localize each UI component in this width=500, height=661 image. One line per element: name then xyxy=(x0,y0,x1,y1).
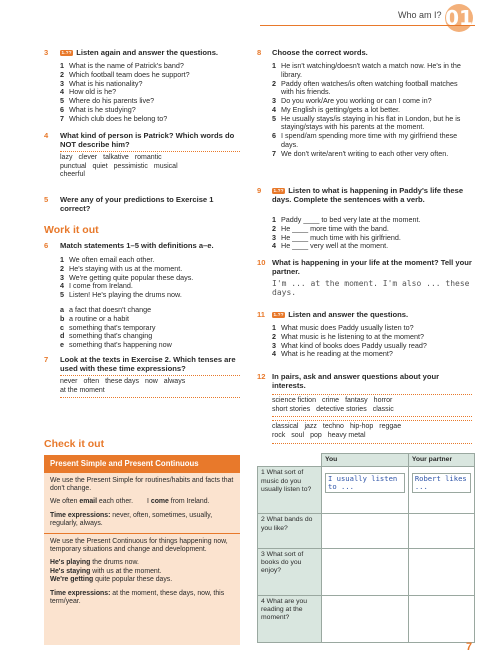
table-cell-you[interactable] xyxy=(322,467,409,514)
statement-item-number: 3 xyxy=(60,272,64,282)
cd-icon: 1.?? xyxy=(273,312,284,318)
list-item-number: 3 xyxy=(272,232,276,242)
list-item-text: We don't write/aren't writing to each other very often. xyxy=(281,148,449,158)
table-cell-partner[interactable] xyxy=(408,514,474,548)
word: science fiction xyxy=(272,397,316,404)
statement-item xyxy=(60,291,245,300)
list-item-number: 4 xyxy=(272,349,276,359)
list-item xyxy=(272,62,467,80)
dotted-divider xyxy=(272,443,472,444)
exercise-9-list xyxy=(272,216,467,251)
handwritten-example: I'm ... at the moment. I'm also ... these days. xyxy=(272,279,470,297)
word: classic xyxy=(372,405,394,413)
word: punctual xyxy=(60,162,87,170)
exercise-8-instruction: Choose the correct words. xyxy=(272,48,368,57)
exercise-4-number: 4 xyxy=(44,131,49,140)
list-item-text: How old is he? xyxy=(69,87,117,97)
list-item-number: 4 xyxy=(272,241,276,251)
definition-item-number: c xyxy=(60,322,64,332)
list-item-number: 3 xyxy=(272,340,276,350)
grammar-examples-continuous: He's playing the drums now. He's staying with us at the moment. We're getting quite popular these days. xyxy=(50,559,173,584)
list-item xyxy=(272,132,467,150)
statement-item-number: 2 xyxy=(60,263,64,273)
list-item-number: 2 xyxy=(60,69,64,79)
word: pop xyxy=(310,431,322,439)
list-item-text: Paddy often watches/is often watching football matches with his friends. xyxy=(281,78,458,97)
dotted-divider xyxy=(60,375,240,376)
exercise-7-wordbox xyxy=(60,378,245,395)
check-it-out-heading: Check it out xyxy=(44,438,105,450)
time-expressions-simple: Time expressions: never, often, sometimes, usually, regularly, always. xyxy=(50,511,213,528)
music-genres-wordbox xyxy=(272,423,472,440)
list-item-number: 4 xyxy=(60,87,64,97)
dotted-divider xyxy=(272,420,472,421)
table-row xyxy=(258,548,475,595)
list-item-text: Paddy ____ to bed very late at the moment. xyxy=(281,215,421,224)
table-cell-you[interactable] xyxy=(322,514,409,548)
word: romantic xyxy=(134,154,162,161)
list-item-text: What music is he listening to at the moment? xyxy=(281,331,425,341)
list-item-number: 1 xyxy=(60,61,64,70)
table-cell-you[interactable] xyxy=(322,595,409,642)
dotted-divider xyxy=(272,394,472,395)
table-cell-partner[interactable] xyxy=(408,595,474,642)
grammar-panel-title: Present Simple and Present Continuous xyxy=(44,455,240,473)
list-item-text: Do you work/Are you working or can I come in? xyxy=(281,96,432,106)
exercise-4-instruction: What kind of person is Patrick? Which words do NOT describe him? xyxy=(60,131,235,150)
list-item-text: He ____ much time with his girlfriend. xyxy=(281,232,401,242)
definition-item-text: something that's temporary xyxy=(69,322,156,332)
grammar-examples-simple: We often email each other. I come from Ireland. xyxy=(50,498,210,506)
statement-item-number: 1 xyxy=(60,255,64,264)
statement-item-text: He's staying with us at the moment. xyxy=(69,263,183,273)
exercise-9-number: 9 xyxy=(257,186,262,195)
unit-number-badge: 01 xyxy=(445,6,473,30)
table-question: 3 What sort of books do you enjoy? xyxy=(258,548,322,595)
list-item-number: 6 xyxy=(272,131,276,141)
word: quiet xyxy=(92,162,108,170)
list-item-text: He isn't watching/doesn't watch a match now. He's in the library. xyxy=(281,61,461,79)
unit-title: Who am I? xyxy=(398,10,442,20)
exercise-7-instruction: Look at the texts in Exercise 2. Which tenses are used with these time expressions? xyxy=(60,355,236,374)
exercise-6-statements xyxy=(60,256,245,300)
word: detective stories xyxy=(316,405,367,413)
list-item-text: He ____ very well at the moment. xyxy=(281,241,389,251)
word: pessimistic xyxy=(113,162,148,170)
list-item xyxy=(272,80,467,98)
list-item-number: 4 xyxy=(272,104,276,114)
list-item-number: 1 xyxy=(272,323,276,332)
list-item xyxy=(272,150,467,159)
word: cheerful xyxy=(60,171,85,179)
table-row xyxy=(258,467,475,514)
list-item-text: What is he studying? xyxy=(69,104,136,114)
exercise-3-list xyxy=(60,62,245,123)
table-question: 1 What sort of music do you usually listen to? xyxy=(258,467,322,514)
col-you: You xyxy=(322,454,409,467)
grammar-rule-continuous: We use the Present Continuous for things happening now, temporary situations and change and development. xyxy=(50,537,228,554)
list-item-text: Which football team does he support? xyxy=(69,69,190,79)
list-item-text: Which club does he belong to? xyxy=(69,113,168,123)
handwritten-answer: I usually listen to ... xyxy=(325,473,405,493)
word: often xyxy=(83,378,100,385)
exercise-4-wordbox xyxy=(60,154,245,180)
list-item-number: 1 xyxy=(272,61,276,70)
cd-icon: 1.?? xyxy=(61,50,72,56)
list-item-number: 2 xyxy=(272,331,276,341)
word: classical xyxy=(272,423,299,430)
word: hip-hop xyxy=(349,423,374,430)
word: clever xyxy=(78,154,98,161)
word: talkative xyxy=(103,154,129,161)
handwritten-answer: Robert likes ... xyxy=(412,473,471,493)
exercise-12-instruction: In pairs, ask and answer questions about your interests. xyxy=(272,372,440,391)
exercise-9-instruction xyxy=(272,186,472,205)
word: lazy xyxy=(60,154,73,161)
word: fantasy xyxy=(345,397,368,404)
grammar-panel xyxy=(44,455,240,645)
list-item-number: 7 xyxy=(60,113,64,123)
list-item-text: What is the name of Patrick's band? xyxy=(69,61,184,70)
word: never xyxy=(60,378,78,385)
word: jazz xyxy=(304,423,317,430)
list-item xyxy=(60,115,245,124)
table-row xyxy=(258,514,475,548)
list-item-number: 5 xyxy=(60,96,64,106)
exercise-6-definitions xyxy=(60,306,245,350)
exercise-3-instruction xyxy=(60,48,245,57)
time-expressions-continuous: Time expressions: at the moment, these days, now, this term/year. xyxy=(50,589,225,606)
list-item-number: 1 xyxy=(272,215,276,224)
definition-item-number: a xyxy=(60,305,64,314)
interests-table xyxy=(257,453,475,643)
list-item-text: He ____ more time with the band. xyxy=(281,223,389,233)
exercise-5-instruction: Were any of your predictions to Exercise 1 correct? xyxy=(60,195,214,214)
table-cell-you[interactable] xyxy=(322,548,409,595)
list-item-text: Where do his parents live? xyxy=(69,96,155,106)
statement-item-number: 4 xyxy=(60,281,64,291)
table-cell-partner[interactable] xyxy=(408,467,474,514)
definition-item xyxy=(60,341,245,350)
list-item-text: He usually stays/is staying in his flat in London, but he is staying/stays with his parents at the moment. xyxy=(281,113,461,132)
list-item-number: 7 xyxy=(272,148,276,158)
word: at the moment xyxy=(60,386,105,394)
dotted-divider xyxy=(60,151,240,152)
exercise-7-number: 7 xyxy=(44,355,49,364)
header-rule xyxy=(260,25,475,26)
exercise-6-instruction: Match statements 1–5 with definitions a–e. xyxy=(60,241,214,250)
statement-item-text: I come from Ireland. xyxy=(69,281,133,291)
list-item-text: My English is getting/gets a lot better. xyxy=(281,104,401,114)
word: now xyxy=(144,378,158,385)
exercise-8-number: 8 xyxy=(257,48,262,57)
word: these days xyxy=(105,378,139,385)
table-row xyxy=(258,595,475,642)
exercise-8-list xyxy=(272,62,467,159)
dotted-divider xyxy=(60,397,240,398)
definition-item-number: b xyxy=(60,313,65,323)
col-partner: Your partner xyxy=(408,454,474,467)
grammar-rule-simple: We use the Present Simple for routines/habits and facts that don't change. xyxy=(50,476,234,492)
page-number: 7 xyxy=(466,641,473,653)
cd-icon: 1.?? xyxy=(273,188,284,194)
list-item-text: I spend/am spending more time with my girlfriend these days. xyxy=(281,131,458,150)
list-item xyxy=(272,115,467,133)
statement-item-text: We're getting quite popular these days. xyxy=(69,272,194,282)
definition-item-text: something that's changing xyxy=(69,331,153,341)
book-genres-wordbox xyxy=(272,397,472,414)
definition-item-number: d xyxy=(60,331,65,341)
exercise-5-number: 5 xyxy=(44,195,49,204)
word: horror xyxy=(373,397,393,404)
word: musical xyxy=(153,162,178,170)
list-item-number: 6 xyxy=(60,104,64,114)
word: soul xyxy=(291,431,305,439)
list-item-number: 3 xyxy=(272,96,276,106)
dotted-divider xyxy=(272,416,472,417)
word: short stories xyxy=(272,405,311,413)
exercise-3-number: 3 xyxy=(44,48,49,57)
statement-item-text: Listen! He's playing the drums now. xyxy=(69,290,182,300)
definition-item-text: something that's happening now xyxy=(69,340,172,350)
definition-item-number: e xyxy=(60,340,64,350)
statement-item-text: We often email each other. xyxy=(69,255,155,264)
list-item-number: 2 xyxy=(272,223,276,233)
exercise-11-list xyxy=(272,324,472,359)
table-cell-partner[interactable] xyxy=(408,548,474,595)
word: rock xyxy=(272,431,286,439)
exercise-11-instruction xyxy=(272,310,472,319)
table-question: 4 What are you reading at the moment? xyxy=(258,595,322,642)
list-item-text: What kind of books does Paddy usually read? xyxy=(281,340,427,350)
exercise-9-text: Listen to what is happening in Paddy's life these days. Complete the sentences with a verb. xyxy=(272,186,464,205)
definition-item-text: a routine or a habit xyxy=(69,313,129,323)
exercise-12-number: 12 xyxy=(257,372,266,381)
exercise-11-number: 11 xyxy=(257,310,266,319)
table-question: 2 What bands do you like? xyxy=(258,514,322,548)
list-item-text: What music does Paddy usually listen to? xyxy=(281,323,414,332)
list-item-number: 5 xyxy=(272,113,276,123)
exercise-3-text: Listen again and answer the questions. xyxy=(76,48,219,57)
word: techno xyxy=(322,423,344,430)
list-item xyxy=(272,242,467,251)
list-item-text: What is he reading at the moment? xyxy=(281,349,393,359)
exercise-10-instruction: What is happening in your life at the moment? Tell your partner. xyxy=(272,258,472,277)
definition-item-text: a fact that doesn't change xyxy=(69,305,152,314)
word: always xyxy=(163,378,186,385)
list-item-number: 3 xyxy=(60,78,64,88)
list-item-text: What is his nationality? xyxy=(69,78,143,88)
word: crime xyxy=(321,397,340,404)
work-it-out-heading: Work it out xyxy=(44,224,99,236)
exercise-10-number: 10 xyxy=(257,258,266,267)
word: reggae xyxy=(379,423,402,430)
statement-item-number: 5 xyxy=(60,290,64,300)
list-item-number: 2 xyxy=(272,78,276,88)
table-corner xyxy=(258,454,322,467)
list-item xyxy=(272,350,472,359)
exercise-11-text: Listen and answer the questions. xyxy=(288,310,409,319)
word: heavy metal xyxy=(327,431,366,439)
exercise-6-number: 6 xyxy=(44,241,49,250)
